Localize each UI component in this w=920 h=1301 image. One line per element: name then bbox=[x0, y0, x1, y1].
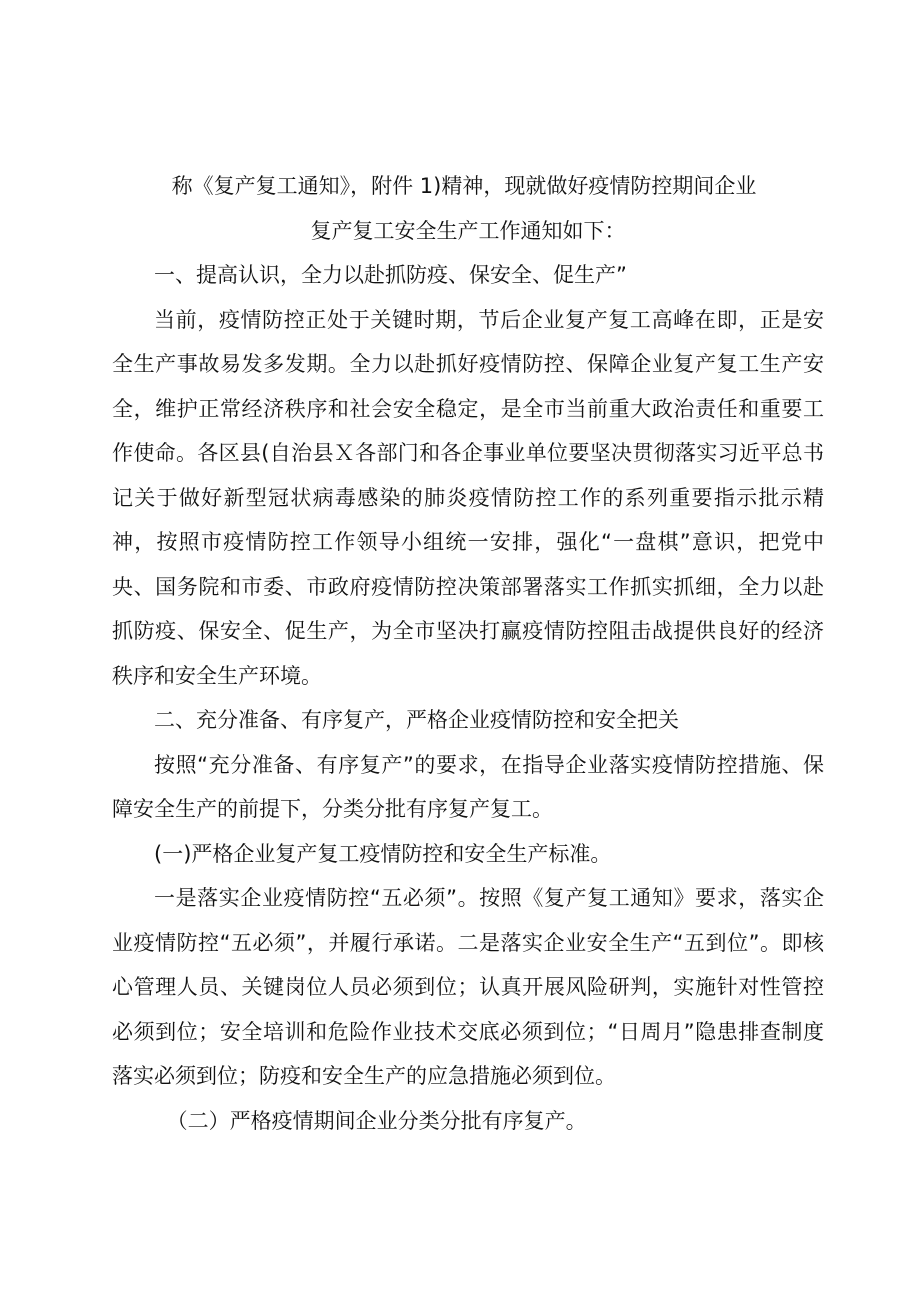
subsection-1-paragraph: 一是落实企业疫情防控“五必须”。按照《复产复工通知》要求，落实企业疫情防控“五必须”，并履行承诺。二是落实企业安全生产“五到位”。即核心管理人员、关键岗位人员必须到位；认真开展风险研判，实施针对性管控必须到位；安全培训和危险作业技术交底必须到位；“日周月”隐患排查制度落实必须到位；防疫和安全生产的应急措施必须到位。 bbox=[112, 886, 824, 1088]
intro-line-1: 称《复产复工通知》，附件 1)精神，现就做好疫情防控期间企业 bbox=[171, 174, 757, 198]
section-2-paragraph: 按照“充分准备、有序复产”的要求，在指导企业落实疫情防控措施、保障安全生产的前提下，分类分批有序复产复工。 bbox=[112, 752, 824, 821]
intro-line-2: 复产复工安全生产工作通知如下： bbox=[310, 218, 626, 243]
section-1-paragraph: 当前，疫情防控正处于关键时期，节后企业复产复工高峰在即，正是安全生产事故易发多发期。全力以赴抓好疫情防控、保障企业复产复工生产安全，维护正常经济秩序和社会安全稳定，是全市当前重大政治责任和重要工作使命。各区县(自治县Ｘ各部门和各企事业单位要坚决贯彻落实习近平总书记关于做好新型冠状病毒感染的肺炎疫情防控工作的系列重要指示批示精神，按照市疫情防控工作领导小组统一安排，强化“一盘棋”意识，把党中央、国务院和市委、市政府疫情防控决策部署落实工作抓实抓细，全力以赴抓防疫、保安全、促生产，为全市坚决打赢疫情防控阻击战提供良好的经济秩序和安全生产环境。 bbox=[112, 307, 824, 688]
subsection-2-heading: （二）严格疫情期间企业分类分批有序复产。 bbox=[166, 1108, 587, 1133]
section-1-heading: 一、提高认识，全力以赴抓防疫、保安全、促生产” bbox=[154, 263, 627, 287]
section-2-heading: 二、充分准备、有序复产，严格企业疫情防控和安全把关 bbox=[154, 708, 679, 732]
document-content bbox=[112, 164, 824, 1143]
subsection-1-heading: (一)严格企业复产复工疫情防控和安全生产标准。 bbox=[154, 841, 612, 866]
